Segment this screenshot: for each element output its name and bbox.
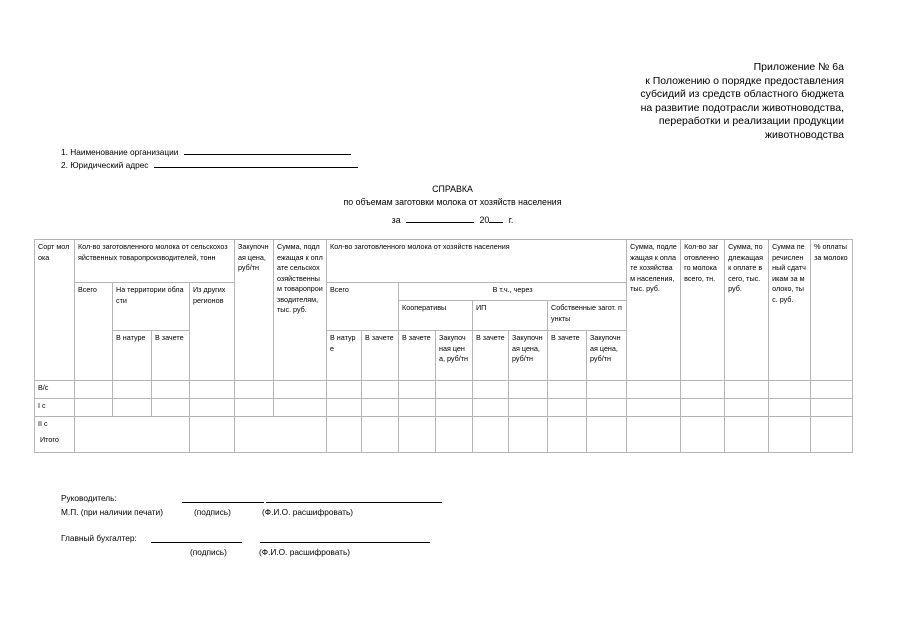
table-cell[interactable] (769, 381, 811, 399)
col-percent: % оплаты за молоко (811, 240, 853, 381)
row-label: В/с (35, 381, 75, 399)
row-label: Итого (40, 434, 59, 444)
col-ip-price: Закупочная цена, руб/тн (509, 331, 548, 381)
table-cell[interactable] (235, 399, 274, 417)
table-cell[interactable] (473, 399, 509, 417)
col-sum-agri: Сумма, подлежащая к оплате сельскохозяйственным товаропроизводителям, тыс. руб. (274, 240, 327, 381)
table-cell[interactable] (811, 399, 853, 417)
accountant-signature-line[interactable] (151, 542, 242, 543)
table-cell[interactable] (152, 399, 190, 417)
table-cell[interactable] (436, 417, 473, 453)
table-cell[interactable] (235, 417, 274, 453)
table-cell[interactable] (627, 381, 681, 399)
head-signature-line[interactable] (182, 502, 264, 503)
period-year: 20 (479, 215, 490, 225)
table-row (35, 381, 853, 399)
document-title: СПРАВКА (432, 184, 473, 194)
document-subtitle: по объемам заготовки молока от хозяйств населения (343, 197, 562, 207)
table-cell[interactable] (681, 399, 725, 417)
table-cell[interactable] (587, 399, 627, 417)
table-cell[interactable] (436, 399, 473, 417)
row-label: I с (35, 399, 75, 417)
col-sum-total: Сумма, подлежащая к оплате всего, тыс. руб. (725, 240, 769, 381)
table-cell[interactable] (399, 381, 436, 399)
table-cell[interactable] (725, 399, 769, 417)
appendix-line: Приложение № 6а (753, 61, 844, 73)
col-coop-credit: В зачете (399, 331, 436, 381)
table-cell[interactable] (627, 399, 681, 417)
table-cell[interactable] (473, 417, 509, 453)
header-row (35, 240, 853, 283)
table-cell[interactable] (725, 381, 769, 399)
table-cell[interactable] (509, 381, 548, 399)
head-name-hint: (Ф.И.О. расшифровать) (262, 507, 354, 517)
table-cell[interactable] (548, 417, 587, 453)
table-cell[interactable] (587, 381, 627, 399)
col-pop-via: В т.ч., через (399, 283, 627, 301)
table-cell[interactable] (362, 399, 399, 417)
table-cell[interactable] (548, 381, 587, 399)
col-agri-region: На территории области (113, 283, 190, 331)
organization-info (61, 146, 358, 171)
table-cell[interactable] (327, 399, 362, 417)
col-agri-nature: В натуре (113, 331, 152, 381)
col-sum-pop: Сумма, подлежащая к оплате хозяйствам населения, тыс. руб. (627, 240, 681, 381)
table-cell[interactable] (436, 381, 473, 399)
head-name-line[interactable] (266, 502, 442, 503)
table-cell[interactable] (75, 381, 113, 399)
col-coop: Кооперативы (399, 301, 473, 331)
col-agri-credit: В зачете (152, 331, 190, 381)
table-cell[interactable] (327, 417, 362, 453)
table-cell[interactable] (811, 417, 853, 453)
org-address-row (61, 159, 358, 172)
accountant-sign-hint: (подпись) (190, 547, 227, 557)
table-cell[interactable] (274, 399, 327, 417)
period-field[interactable] (406, 214, 474, 223)
org-name-row (61, 146, 358, 159)
milk-procurement-table (34, 239, 853, 453)
head-sign-hint: (подпись) (194, 507, 231, 517)
accountant-name-line[interactable] (260, 542, 430, 543)
table-cell[interactable] (327, 381, 362, 399)
table-cell[interactable] (627, 417, 681, 453)
row-label-pair (35, 417, 75, 453)
org-name-label: 1. Наименование организации (61, 147, 179, 157)
period-suffix: г. (508, 215, 514, 225)
table-cell[interactable] (681, 381, 725, 399)
col-pop-credit: В зачете (362, 331, 399, 381)
col-purchase-price: Закупочная цена, руб/тн (235, 240, 274, 381)
table-cell[interactable] (587, 417, 627, 453)
table-row (35, 417, 853, 453)
col-agri-other: Из других регионов (190, 283, 235, 381)
period-prefix: за (391, 215, 401, 225)
table-cell[interactable] (548, 399, 587, 417)
table-cell[interactable] (75, 399, 113, 417)
table-cell[interactable] (190, 417, 235, 453)
org-address-label: 2. Юридический адрес (61, 159, 149, 170)
table-cell[interactable] (362, 417, 399, 453)
org-address-field[interactable] (154, 159, 358, 168)
table-cell[interactable] (113, 399, 152, 417)
table-row (35, 399, 853, 417)
stamp-label: М.П. (при наличии печати) (61, 507, 163, 517)
year-field[interactable] (489, 214, 503, 223)
period-row (0, 214, 905, 227)
table-cell[interactable] (811, 381, 853, 399)
table-cell[interactable] (681, 417, 725, 453)
col-total-milk: Кол-во заготовленного молока всего, тн. (681, 240, 725, 381)
col-pop-total: Всего (327, 283, 399, 331)
table-cell[interactable] (509, 417, 548, 453)
table-cell[interactable] (152, 417, 190, 453)
col-sort: Сорт молока (35, 240, 75, 381)
col-own-credit: В зачете (548, 331, 587, 381)
table-cell[interactable] (399, 417, 436, 453)
appendix-line: переработки и реализации продукции (658, 115, 844, 127)
appendix-line: субсидий из средств областного бюджета (640, 88, 844, 100)
col-ip: ИП (473, 301, 548, 331)
table-cell[interactable] (190, 381, 235, 399)
appendix-line: к Положению о порядке предоставления (645, 74, 844, 87)
table-cell[interactable] (274, 417, 327, 453)
table-cell[interactable] (152, 381, 190, 399)
table-cell[interactable] (769, 417, 811, 453)
table-cell[interactable] (399, 399, 436, 417)
col-transferred: Сумма перечисленный сдатчикам за молоко, тыс. руб. (769, 240, 811, 381)
col-ip-credit: В зачете (473, 331, 509, 381)
appendix-line: на развитие подотрасли животноводства, (640, 101, 844, 114)
table-cell[interactable] (190, 399, 235, 417)
table-cell[interactable] (362, 381, 399, 399)
appendix-line: животноводства (765, 128, 844, 141)
table-cell[interactable] (473, 381, 509, 399)
col-coop-price: Закупочная цена, руб/тн (436, 331, 473, 381)
row-label: II с (38, 419, 48, 428)
table-cell[interactable] (725, 417, 769, 453)
col-own: Собственные загот. пункты (548, 301, 627, 331)
table-cell[interactable] (113, 381, 152, 399)
org-name-field[interactable] (184, 146, 351, 155)
table-cell[interactable] (274, 381, 327, 399)
head-label: Руководитель: (61, 493, 117, 503)
table-cell[interactable] (113, 417, 152, 453)
col-own-price: Закупочная цена, руб/тн (587, 331, 627, 381)
table-cell[interactable] (75, 417, 113, 453)
col-pop-nature: В натуре (327, 331, 362, 381)
table-cell[interactable] (235, 381, 274, 399)
accountant-name-hint: (Ф.И.О. расшифровать) (259, 547, 351, 557)
col-agri-total: Всего (75, 283, 113, 381)
appendix-note (640, 61, 844, 142)
col-pop-group: Кол-во заготовленного молока от хозяйств населения (327, 240, 627, 283)
col-agri-group: Кол-во заготовленного молока от сельскохозяйственных товаропроизводителей, тонн (75, 240, 235, 283)
table-cell[interactable] (769, 399, 811, 417)
accountant-label: Главный бухгалтер: (61, 533, 137, 543)
table-cell[interactable] (509, 399, 548, 417)
